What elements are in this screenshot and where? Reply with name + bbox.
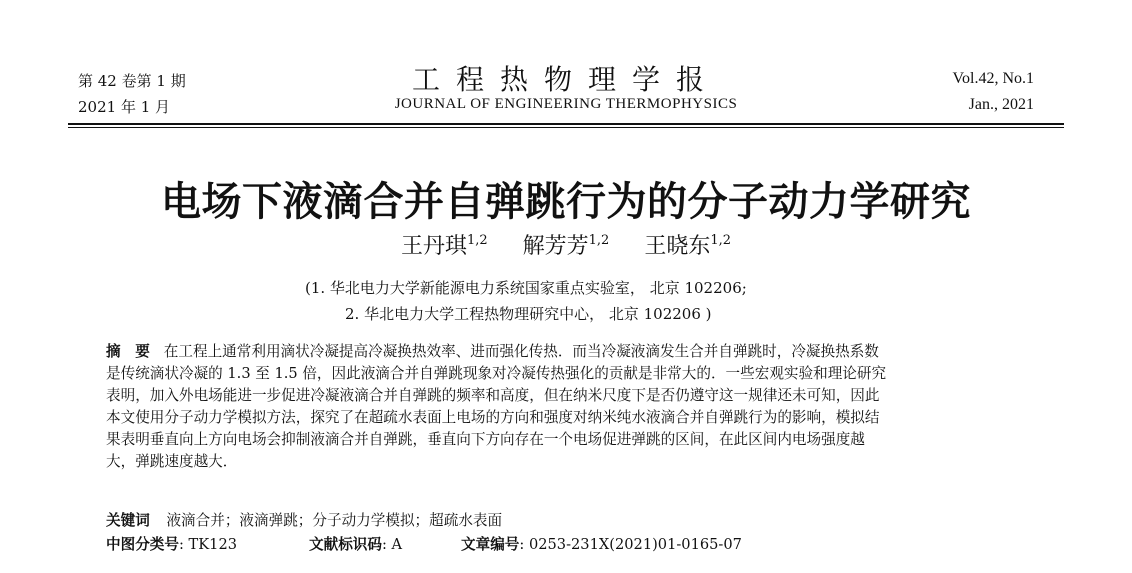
header-rule-thin: [68, 127, 1064, 128]
abstract-line: 是传统滴状冷凝的 1.3 至 1.5 倍，因此液滴合并自弹跳现象对冷凝传热强化的贡献是非常大的．一些宏观实验和理论研究: [106, 365, 887, 382]
issue-date: 2021 年 1 月: [78, 98, 171, 116]
author-affiliation-mark: 1,2: [466, 233, 488, 248]
journal-title-en: JOURNAL OF ENGINEERING THERMOPHYSICS: [394, 96, 738, 112]
article-number-label: 文章编号: [461, 536, 520, 553]
document-code: 文献标识码: A: [309, 536, 403, 553]
affiliation-2: 2. 华北电力大学工程热物理研究中心， 北京 102206 ): [345, 305, 712, 323]
abstract-line: 大，弹跳速度越大．: [106, 453, 238, 470]
article-number-value: 0253-231X(2021)01-0165-07: [528, 536, 742, 553]
keywords: [106, 509, 502, 530]
keywords-label: 关键词: [106, 512, 150, 529]
journal-title-cn: 工程热物理学报: [411, 63, 720, 96]
author: 王丹琪$^{1,2}$: [400, 233, 488, 259]
volume-en: Vol.42, No.1: [952, 70, 1034, 87]
abstract-line: 表明，加入外电场能进一步促进冷凝液滴合并自弹跳的频率和高度，但在纳米尺度下是否仍遵守这一规律还未可知，因此: [106, 387, 880, 404]
issue-number: 第 42 卷第 1 期: [78, 72, 186, 90]
abstract-line: 摘 要 在工程上通常利用滴状冷凝提高冷凝换热效率、进而强化传热．而当冷凝液滴发生合并自弹跳时，冷凝换热系数: [106, 343, 879, 360]
abstract-label: 摘 要: [106, 343, 150, 360]
article-number: 文章编号: 0253-231X(2021)01-0165-07: [461, 536, 742, 553]
author: 解芳芳$^{1,2}$: [522, 233, 610, 259]
clc-number: 中图分类号: TK123: [106, 536, 238, 553]
author: 王晓东$^{1,2}$: [644, 233, 732, 259]
clc-value: TK123: [188, 536, 238, 553]
article-title: 电场下液滴合并自弹跳行为的分子动力学研究: [161, 179, 971, 225]
author-list: [0, 229, 1132, 260]
clc-label: 中图分类号: [106, 536, 179, 553]
author-affiliation-mark: 1,2: [710, 233, 732, 248]
header-rule-thick: [68, 123, 1064, 125]
abstract-line: 本文使用分子动力学模拟方法，探究了在超疏水表面上电场的方向和强度对纳米纯水液滴合并自弹跳行为的影响，模拟结: [106, 409, 880, 426]
abstract: [106, 341, 999, 473]
affiliation-1: (1. 华北电力大学新能源电力系统国家重点实验室， 北京 102206;: [305, 279, 747, 297]
author-affiliation-mark: 1,2: [588, 233, 610, 248]
keywords-value: 液滴合并；液滴弹跳；分子动力学模拟；超疏水表面: [166, 512, 503, 529]
document-code-value: A: [391, 536, 403, 553]
document-code-label: 文献标识码: [309, 536, 382, 553]
abstract-line: 果表明垂直向上方向电场会抑制液滴合并自弹跳，垂直向下方向存在一个电场促进弹跳的区间，在此区间内电场强度越: [106, 431, 865, 448]
date-en: Jan., 2021: [968, 96, 1034, 113]
